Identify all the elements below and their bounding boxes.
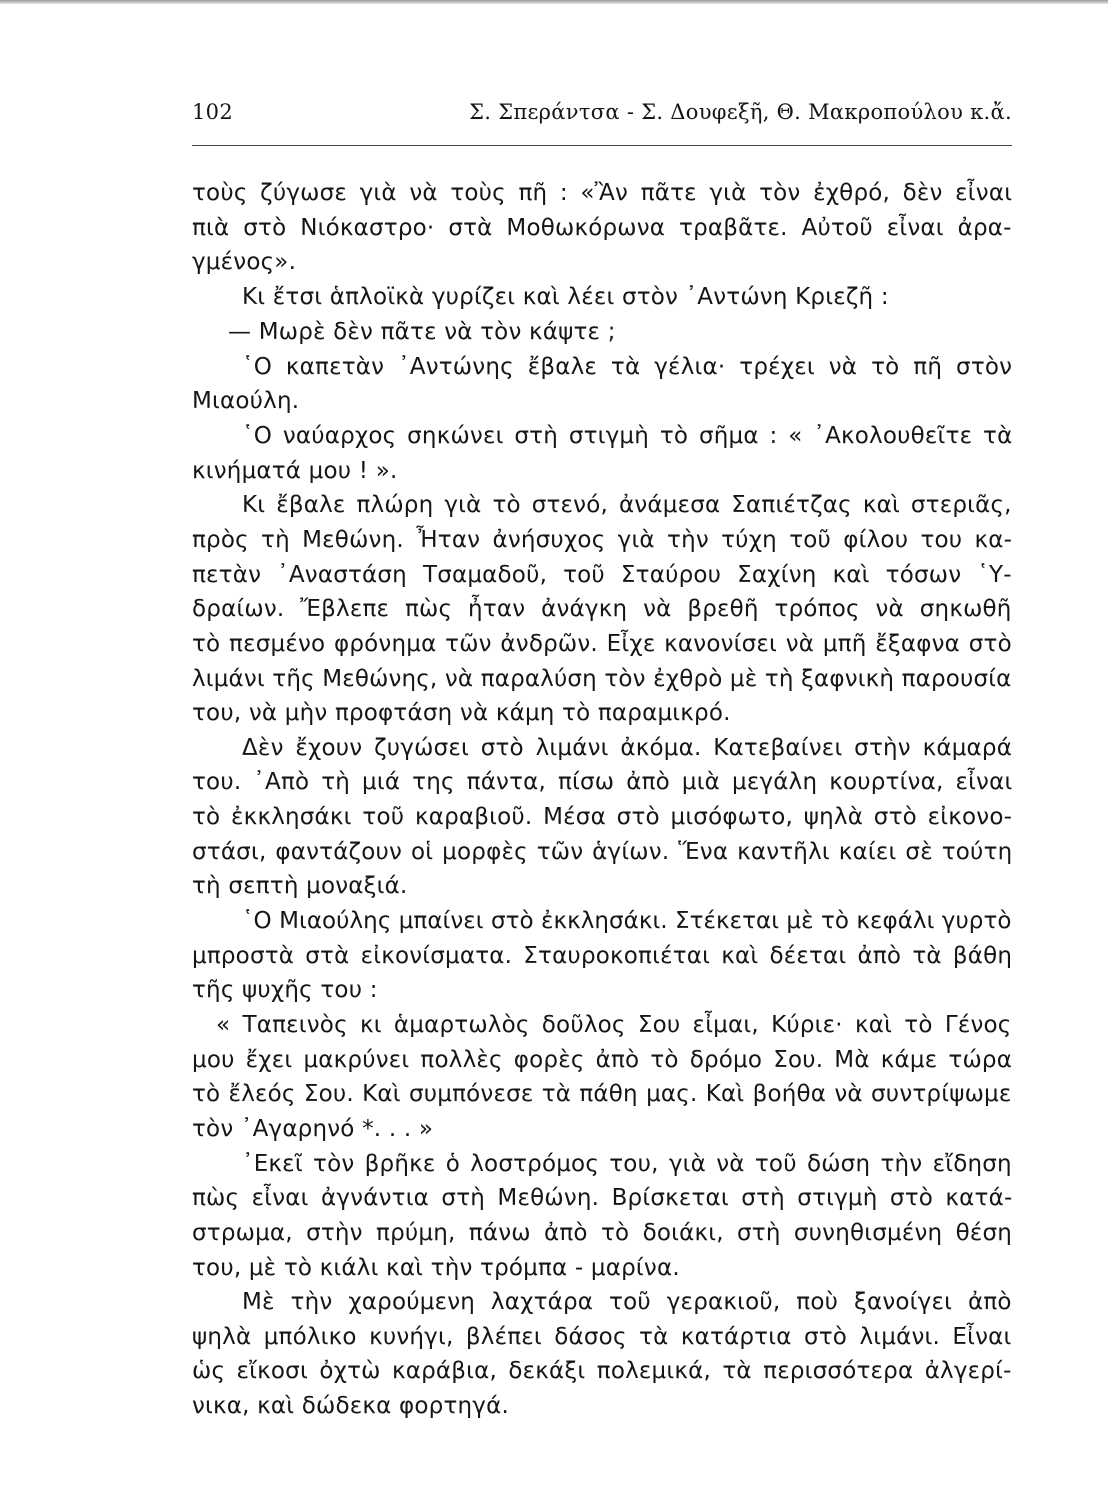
text-line: πρὸς τὴ Μεθώνη. Ἦταν ἀνήσυχος γιὰ τὴν τύχη τοῦ φίλου του κα-	[192, 527, 1013, 553]
text-line: Μὲ τὴν χαρούμενη λαχτάρα τοῦ γερακιοῦ, ποὺ ξανοίγει ἀπὸ	[242, 1289, 1012, 1315]
text-line: ῾Ο ναύαρχος σηκώνει στὴ στιγμὴ τὸ σῆμα : « ᾿Ακολουθεῖτε τὰ	[242, 423, 1013, 449]
text-line: γμένος».	[192, 249, 297, 275]
text-line: τῆς ψυχῆς του :	[192, 977, 378, 1003]
text-line: πετὰν ᾿Αναστάση Τσαμαδοῦ, τοῦ Σταύρου Σαχίνη καὶ τόσων ῾Υ-	[192, 562, 1012, 588]
text-line: νικα, καὶ δώδεκα φορτηγά.	[192, 1393, 509, 1419]
text-line: πιὰ στὸ Νιόκαστρο· στὰ Μοθωκόρωνα τραβᾶτε. Αὐτοῦ εἶναι ἀρα-	[192, 215, 1012, 241]
text-line: ῾Ο Μιαούλης μπαίνει στὸ ἐκκλησάκι. Στέκεται μὲ τὸ κεφάλι γυρτὸ	[242, 908, 1012, 934]
text-line: Μιαούλη.	[192, 388, 300, 414]
text-line: λιμάνι τῆς Μεθώνης, νὰ παραλύση τὸν ἐχθρὸ μὲ τὴ ξαφνικὴ παρουσία	[192, 666, 1012, 692]
text-line: Κι ἔβαλε πλώρη γιὰ τὸ στενό, ἀνάμεσα Σαπιέτζας καὶ στεριᾶς,	[242, 492, 1012, 518]
text-line: τὸ ἔλεός Σου. Καὶ συμπόνεσε τὰ πάθη μας. Καὶ βοήθα νὰ συντρίψωμε	[192, 1081, 1012, 1107]
text-line: κινήματά μου ! ».	[192, 458, 398, 484]
running-head: Σ. Σπεράντσα - Σ. Δουφεξῆ, Θ. Μακροπούλου κ.ἄ.	[469, 100, 1012, 124]
text-line: τὸ πεσμένο φρόνημα τῶν ἀνδρῶν. Εἶχε κανονίσει νὰ μπῆ ἔξαφνα στὸ	[192, 631, 1012, 657]
text-line: Δὲν ἔχουν ζυγώσει στὸ λιμάνι ἀκόμα. Κατεβαίνει στὴν κάμαρά	[242, 735, 1013, 761]
header-rule	[192, 145, 1012, 146]
text-line: « Ταπεινὸς κι ἁμαρτωλὸς δοῦλος Σου εἶμαι, Κύριε· καὶ τὸ Γένος	[216, 1012, 1012, 1038]
text-line: ῾Ο καπετὰν ᾿Αντώνης ἔβαλε τὰ γέλια· τρέχει νὰ τὸ πῆ στὸν	[242, 354, 1013, 380]
text-line: τὸ ἐκκλησάκι τοῦ καραβιοῦ. Μέσα στὸ μισόφωτο, ψηλὰ στὸ εἰκονο-	[192, 804, 1013, 830]
text-line: — Μωρὲ δὲν πᾶτε νὰ τὸν κάψτε ;	[228, 319, 616, 345]
text-line: τὸν ᾿Αγαρηνό *. . . »	[192, 1116, 434, 1142]
text-line: ψηλὰ μπόλικο κυνήγι, βλέπει δάσος τὰ κατάρτια στὸ λιμάνι. Εἶναι	[192, 1324, 1012, 1350]
page-number: 102	[192, 100, 233, 124]
text-line: στρωμα, στὴν πρύμη, πάνω ἀπὸ τὸ δοιάκι, στὴ συνηθισμένη θέση	[192, 1220, 1013, 1246]
text-line: μου ἔχει μακρύνει πολλὲς φορὲς ἀπὸ τὸ δρόμο Σου. Μὰ κάμε τώρα	[192, 1047, 1013, 1073]
page-header	[192, 100, 1012, 134]
text-line: Κι ἔτσι ἁπλοϊκὰ γυρίζει καὶ λέει στὸν ᾿Αντώνη Κριεζῆ :	[242, 284, 889, 310]
text-line: πὼς εἶναι ἀγνάντια στὴ Μεθώνη. Βρίσκεται στὴ στιγμὴ στὸ κατά-	[192, 1185, 1013, 1211]
text-line: μπροστὰ στὰ εἰκονίσματα. Σταυροκοπιέται καὶ δέεται ἀπὸ τὰ βάθη	[192, 943, 1013, 969]
text-line: τὴ σεπτὴ μοναξιά.	[192, 873, 408, 899]
text-line: τοὺς ζύγωσε γιὰ νὰ τοὺς πῆ : «Ἂν πᾶτε γιὰ τὸν ἐχθρό, δὲν εἶναι	[192, 180, 1013, 206]
text-line: του, νὰ μὴν προφτάση νὰ κάμη τὸ παραμικρό.	[192, 700, 731, 726]
text-line: ᾿Εκεῖ τὸν βρῆκε ὁ λοστρόμος του, γιὰ νὰ τοῦ δώση τὴν εἴδηση	[242, 1151, 1012, 1177]
text-line: ὡς εἴκοσι ὀχτὼ καράβια, δεκάξι πολεμικά, τὰ περισσότερα ἀλγερί-	[192, 1358, 1012, 1384]
text-line: του, μὲ τὸ κιάλι καὶ τὴν τρόμπα - μαρίνα.	[192, 1255, 680, 1281]
scan-top-edge	[0, 0, 1108, 4]
text-line: δραίων. Ἔβλεπε πὼς ἦταν ἀνάγκη νὰ βρεθῆ τρόπος νὰ σηκωθῆ	[192, 596, 1012, 622]
text-line: του. ᾿Απὸ τὴ μιά της πάντα, πίσω ἀπὸ μιὰ μεγάλη κουρτίνα, εἶναι	[192, 769, 1013, 795]
text-line: στάσι, φαντάζουν οἱ μορφὲς τῶν ἁγίων. Ἕνα καντῆλι καίει σὲ τούτη	[192, 839, 1013, 865]
